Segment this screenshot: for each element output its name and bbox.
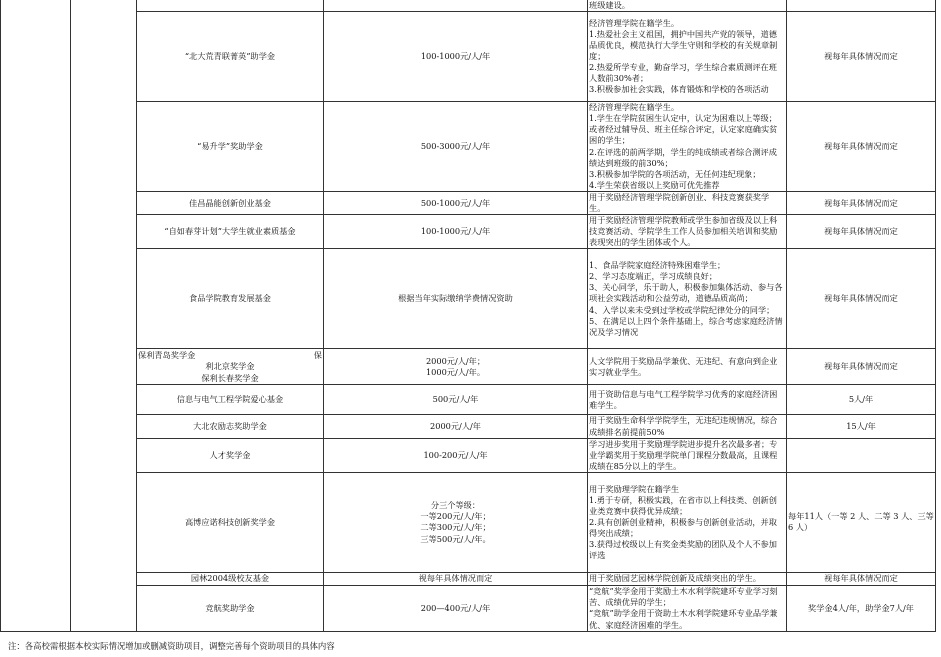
award-amount: 500-3000元/人/年 — [324, 102, 588, 192]
blank-lead-cell — [71, 215, 137, 249]
table-row — [1, 349, 936, 385]
award-quota: 5人/年 — [787, 385, 936, 415]
award-name: 竞航奖助学金 — [137, 585, 324, 631]
footnote: 注：各高校需根据本校实际情况增加或删减资助项目，调整完善每个资助项目的具体内容 — [8, 641, 335, 651]
award-quota: 视每年具体情况而定 — [787, 249, 936, 349]
blank-lead-cell — [1, 385, 71, 415]
blank-lead-cell — [1, 472, 71, 572]
award-name: “自如春芽计划”大学生就业素质基金 — [137, 215, 324, 249]
blank-lead-cell — [1, 438, 71, 472]
blank-lead-cell — [71, 249, 137, 349]
award-name: 信息与电气工程学院爱心基金 — [137, 385, 324, 415]
award-name: 佳昌晶能创新创业基金 — [137, 192, 324, 215]
award-amount: 根据当年实际缴纳学费情况资助 — [324, 249, 588, 349]
award-criteria: 用于奖励理学院在籍学生 1.勇于专研，积极实践，在省市以上科技类、创新创业类竞赛中获得优异成绩； 2.具有创新创业精神，积极参与创新创业活动，并取得突出成绩； 3.获得过校级以上有奖金类奖励的团队及个人不参加评选 — [588, 472, 787, 572]
award-amount: 100-200元/人/年 — [324, 438, 588, 472]
award-amount-line: 1000元/人/年。 — [425, 366, 486, 377]
table-row — [1, 215, 936, 249]
award-name: 食品学院教育发展基金 — [137, 249, 324, 349]
award-criteria: 用于奖励园艺园林学院创新及成绩突出的学生。 — [588, 572, 787, 585]
blank-lead-cell — [71, 0, 137, 12]
award-criteria: 用于奖励经济管理学院创新创业、科技竞赛获奖学生。 — [588, 192, 787, 215]
award-name-part: 保利长春奖学金 — [201, 372, 259, 383]
blank-lead-cell — [71, 438, 137, 472]
award-quota: 视每年具体情况而定 — [787, 349, 936, 385]
award-amount — [324, 349, 588, 385]
table-row — [1, 415, 936, 438]
award-name: 人才奖学金 — [137, 438, 324, 472]
table-row — [1, 192, 936, 215]
blank-lead-cell — [71, 472, 137, 572]
blank-lead-cell — [1, 415, 71, 438]
award-name: 大北农励志奖助学金 — [137, 415, 324, 438]
award-quota: 视每年具体情况而定 — [787, 12, 936, 102]
award-criteria: 用于奖励经济管理学院教师或学生参加省级及以上科技竞赛活动、学院学生工作人员参加相关培训和奖励表现突出的学生团体或个人。 — [588, 215, 787, 249]
award-amount-line: 2000元/人/年； — [425, 355, 486, 366]
award-quota: 视每年具体情况而定 — [787, 102, 936, 192]
award-amount — [324, 472, 588, 572]
award-amount: 视每年具体情况而定 — [324, 572, 588, 585]
blank-lead-cell — [71, 349, 137, 385]
award-name: 园林2004级校友基金 — [137, 572, 324, 585]
blank-lead-cell — [1, 349, 71, 385]
award-name-line — [138, 350, 322, 361]
award-amount-line: 三等500元/人/年。 — [420, 533, 491, 544]
table-row — [1, 572, 936, 585]
blank-lead-cell — [1, 192, 71, 215]
award-quota: 视每年具体情况而定 — [787, 572, 936, 585]
award-name — [137, 349, 324, 385]
award-name: “北大荒青联菁英”助学金 — [137, 12, 324, 102]
blank-lead-cell — [71, 585, 137, 631]
blank-lead-cell — [1, 12, 71, 102]
table-row — [1, 249, 936, 349]
blank-lead-cell — [71, 415, 137, 438]
award-criteria: 用于奖励生命科学学院学生，无违纪违规情况，综合成绩排名前提前50% — [588, 415, 787, 438]
award-amount: 200—400元/人/年 — [324, 585, 588, 631]
award-criteria: 学习进步奖用于奖励理学院进步提升名次最多者；专业学霸奖用于奖励理学院单门课程分数最高，且课程成绩在85分以上的学生。 — [588, 438, 787, 472]
blank-lead-cell — [71, 572, 137, 585]
award-quota: 奖学金4人/年，助学金7人/年 — [787, 585, 936, 631]
table-row — [1, 585, 936, 631]
blank-lead-cell — [1, 102, 71, 192]
award-criteria: 班级建设。 — [588, 0, 787, 12]
table-row — [1, 12, 936, 102]
blank-lead-cell — [1, 0, 71, 12]
award-amount: 100-1000元/人/年 — [324, 12, 588, 102]
award-name — [137, 0, 324, 12]
award-quota — [787, 438, 936, 472]
award-criteria: “竞航”奖学金用于奖励土木水利学院建环专业学习刻苦、成绩优异的学生； “竞航”助学金用于资助土木水利学院建环专业品学兼优、家庭经济困难的学生。 — [588, 585, 787, 631]
award-criteria: 1、食品学院家庭经济特殊困难学生； 2、学习态度端正，学习成绩良好； 3、关心同学，乐于助人，积极参加集体活动、参与各项社会实践活动和公益劳动，道德品质高尚； 4、入学以来未受到过学校或学院纪律处分的同学； 5、在满足以上四个条件基础上，综合考虑家庭经济情况及学习情况 — [588, 249, 787, 349]
award-name-part: 保利青岛奖学金 — [138, 350, 196, 361]
blank-lead-cell — [71, 385, 137, 415]
award-quota: 15人/年 — [787, 415, 936, 438]
table-row — [1, 0, 936, 12]
award-quota: 视每年具体情况而定 — [787, 215, 936, 249]
award-name: “易升学”奖助学金 — [137, 102, 324, 192]
blank-lead-cell — [1, 572, 71, 585]
award-amount-line: 二等300元/人/年； — [420, 522, 491, 533]
blank-lead-cell — [71, 12, 137, 102]
award-amount: 500元/人/年 — [324, 385, 588, 415]
award-name-part: 保 — [313, 350, 322, 361]
blank-lead-cell — [1, 249, 71, 349]
award-criteria: 经济管理学院在籍学生。 1.热爱社会主义祖国，拥护中国共产党的领导，道德品质优良，模范执行大学生守则和学校的有关规章制度； 2.热爱所学专业，勤奋学习，学生综合素质测评在班人数前30%者； 3.积极参加社会实践，体育锻炼和学校的各项活动 — [588, 12, 787, 102]
award-quota: 每年11人（一等 2 人、二等 3 人、三等 6 人） — [787, 472, 936, 572]
award-quota — [787, 0, 936, 12]
award-amount: 500-1000元/人/年 — [324, 192, 588, 215]
award-amount-line: 一等200元/人/年； — [420, 511, 491, 522]
blank-lead-cell — [1, 215, 71, 249]
award-criteria: 人文学院用于奖励品学兼优、无违纪、有意向到企业实习就业学生。 — [588, 349, 787, 385]
award-amount: 2000元/人/年 — [324, 415, 588, 438]
award-name-part: 利北京奖学金 — [205, 361, 255, 372]
award-criteria: 用于资助信息与电气工程学院学习优秀的家庭经济困难学生。 — [588, 385, 787, 415]
award-amount: 100-1000元/人/年 — [324, 215, 588, 249]
award-criteria: 经济管理学院在籍学生。 1.学生在学院贫困生认定中，认定为困难以上等级；或者经过辅导员、班主任综合评定，认定家庭确实贫困的学生； 2.在评选的前两学期，学生的纯成绩或者综合测评成绩达到班级的前30%； 3.积极参加学院的各项活动，无任何违纪现象； 4.学生荣获省级以上奖励可优先推荐 — [588, 102, 787, 192]
blank-lead-cell — [1, 585, 71, 631]
blank-lead-cell — [71, 102, 137, 192]
blank-lead-cell — [71, 192, 137, 215]
table-row — [1, 102, 936, 192]
award-quota: 视每年具体情况而定 — [787, 192, 936, 215]
table-row — [1, 385, 936, 415]
table-row — [1, 438, 936, 472]
award-amount — [324, 0, 588, 12]
award-name: 高博应诺科技创新奖学金 — [137, 472, 324, 572]
table-row — [1, 472, 936, 572]
award-amount-line: 分三个等级： — [430, 500, 481, 511]
